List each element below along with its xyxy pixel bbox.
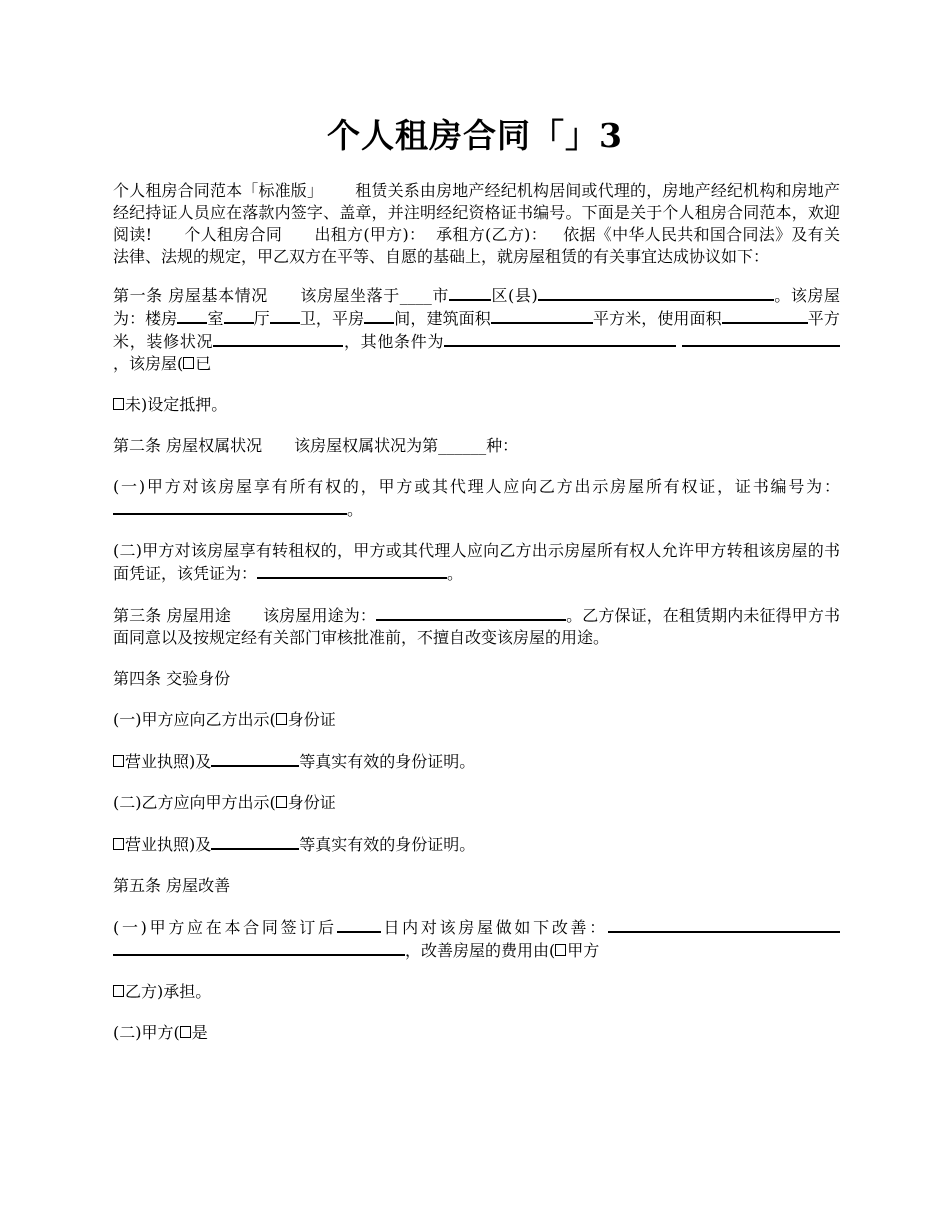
other-id-blank (211, 833, 299, 850)
building-area-blank (491, 307, 593, 324)
article-4-clause-2-cont: 营业执照)及 等真实有效的身份证明。 (113, 833, 840, 856)
article-1-mortgage: 未)设定抵押。 (113, 394, 840, 416)
article-2-heading: 第二条 房屋权属状况 (113, 436, 263, 455)
lessor-label: 出租方(甲方)： (314, 225, 426, 244)
certificate-number-blank (113, 498, 347, 515)
checkbox-icon (276, 796, 287, 808)
checkbox-icon (113, 985, 124, 997)
article-5-clause-1: (一)甲方应在本合同签订后 日内对该房屋做如下改善： ，改善房屋的费用由( 甲方 (113, 916, 840, 962)
contract-name: 个人租房合同 (184, 225, 283, 244)
rooms-blank (177, 307, 207, 324)
article-4-clause-1: (一)甲方应向乙方出示( 身份证 (113, 710, 336, 729)
document-body (113, 180, 840, 1063)
article-5-heading: 第五条 房屋改善 (113, 876, 231, 895)
article-2: 第二条 房屋权属状况 该房屋权属状况为第______种： (113, 436, 519, 455)
checkbox-icon (180, 1026, 191, 1038)
checkbox-icon (183, 357, 194, 369)
bungalow-blank (364, 307, 394, 324)
intro-text: 租赁关系由房地产经纪机构居间或代理的，房地产经纪机构和房地产经纪持证人员应在落款内签字、盖章，并注明经纪资格证书编号。下面是关于个人租房合同范本，欢迎阅读! (113, 181, 840, 244)
article-3: 第三条 房屋用途 该房屋用途为： 。乙方保证，在租赁期内未征得甲方书面同意以及按规定经有关部门审核批准前，不擅自改变该房屋的用途。 (113, 606, 840, 647)
article-5-clause-1-cont: 乙方)承担。 (113, 981, 840, 1003)
checkbox-icon (276, 713, 287, 725)
article-4-clause-1-cont: 营业执照)及 等真实有效的身份证明。 (113, 750, 840, 773)
article-5-clause-2: (二)甲方( 是 (113, 1023, 208, 1042)
usage-blank (376, 604, 566, 621)
voucher-blank (257, 562, 447, 579)
halls-blank (224, 307, 254, 324)
city-blank (449, 284, 491, 301)
improvement-blank-1 (608, 916, 840, 933)
other-id-blank (211, 750, 299, 767)
checkbox-icon (113, 398, 124, 410)
article-1: 第一条 房屋基本情况 该房屋坐落于____市 区(县) 。该房屋为：楼房 室 厅 卫，平房 间，建筑面积 平方米，使用面积 平方米，装修状况 ，其他条件为 ，该房屋( 已 (113, 286, 840, 373)
improvement-blank-2 (113, 939, 405, 956)
article-3-heading: 第三条 房屋用途 (113, 606, 232, 625)
checkbox-icon (113, 755, 124, 767)
article-4-heading: 第四条 交验身份 (113, 669, 231, 688)
intro-paragraph (113, 180, 840, 268)
checkbox-icon (113, 838, 124, 850)
decoration-blank (213, 330, 343, 347)
usable-area-blank (722, 307, 808, 324)
article-2-clause-1: (一)甲方对该房屋享有所有权的，甲方或其代理人应向乙方出示房屋所有权证，证书编号为：。 (113, 477, 840, 519)
article-2-clause-2: (二)甲方对该房屋享有转租权的，甲方或其代理人应向乙方出示房屋所有权人允许甲方转租该房屋的书面凭证，该凭证为： 。 (113, 541, 840, 583)
other-conditions-blank-2 (682, 330, 840, 347)
other-conditions-blank-1 (444, 330, 676, 347)
checkbox-icon (555, 944, 566, 956)
document-title: 个人租房合同「」3 (327, 116, 623, 155)
baths-blank (270, 307, 300, 324)
lessee-label: 承租方(乙方)： (436, 225, 547, 244)
legal-basis: 依据《中华人民共和国合同法》及有关法律、法规的规定，甲乙双方在平等、自愿的基础上，就房屋租赁的有关事宜达成协议如下： (113, 225, 840, 266)
article-1-heading: 第一条 房屋基本情况 (113, 286, 268, 305)
intro-heading: 个人租房合同范本「标准版」 (113, 181, 324, 200)
days-blank (337, 916, 381, 933)
article-4-clause-2: (二)乙方应向甲方出示( 身份证 (113, 793, 336, 812)
address-blank (538, 284, 774, 301)
